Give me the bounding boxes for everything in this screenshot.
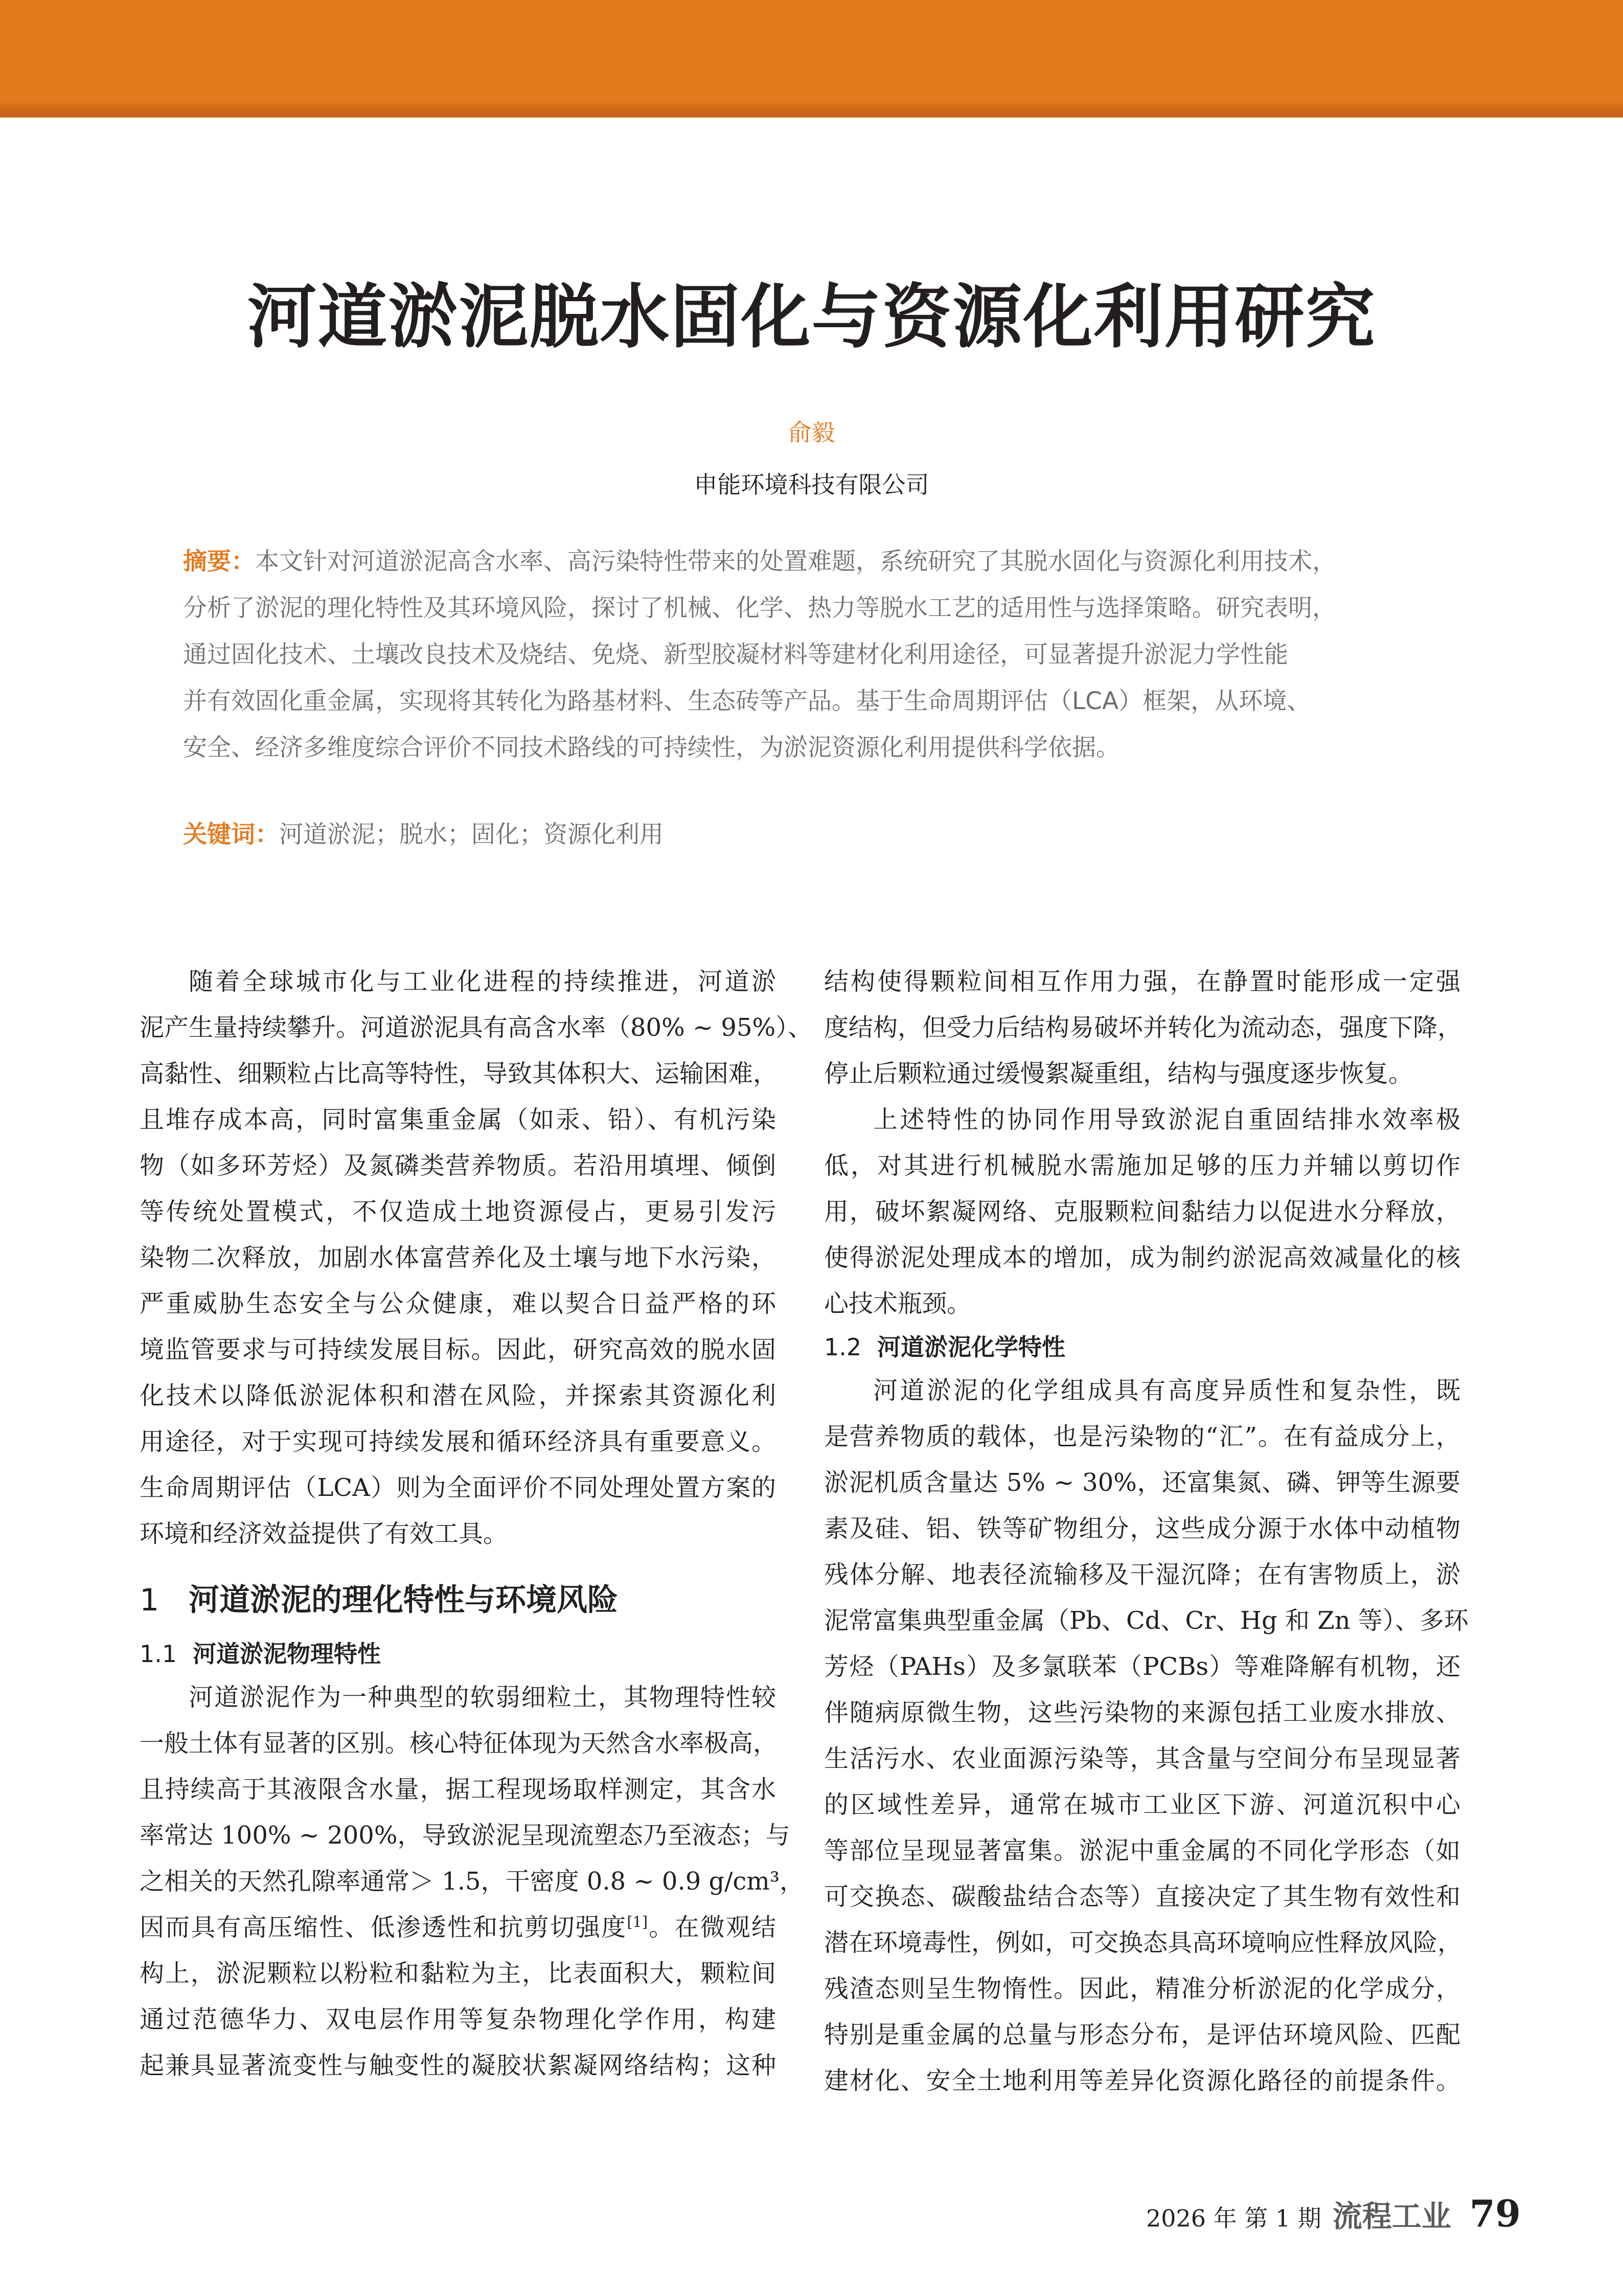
text-line: 且持续高于其液限含水量，据工程现场取样测定，其含水 — [140, 1775, 776, 1804]
text-line: 等传统处置模式，不仅造成土地资源侵占，更易引发污 — [140, 1197, 776, 1226]
text-line: 用途径，对于实现可持续发展和循环经济具有重要意义。 — [140, 1427, 776, 1456]
text-line: 特别是重金属的总量与形态分布，是评估环境风险、匹配 — [824, 2020, 1460, 2049]
text-line: 一般土体有显著的区别。核心特征体现为天然含水率极高， — [140, 1729, 778, 1758]
text-line: 素及硅、铝、铁等矿物组分，这些成分源于水体中动植物 — [824, 1514, 1460, 1543]
abstract — [183, 538, 1430, 771]
text-line: 率常达 100% ~ 200%，导致淤泥呈现流塑态乃至液态；与 — [140, 1821, 790, 1850]
text-line: 的区域性差异，通常在城市工业区下游、河道沉积中心 — [824, 1790, 1460, 1819]
author-name: 俞毅 — [788, 419, 835, 446]
abstract-line: 摘要：本文针对河道淤泥高含水率、高污染特性带来的处置难题，系统研究了其脱水固化与资源化利用技术， — [183, 548, 1336, 576]
continued-paragraph — [824, 959, 1460, 1097]
text-line: 环境和经济效益提供了有效工具。 — [140, 1519, 508, 1548]
text-line: 河道淤泥作为一种典型的软弱细粒土，其物理特性较 — [189, 1683, 776, 1712]
text-line: 河道淤泥的化学组成具有高度异质性和复杂性，既 — [873, 1376, 1460, 1405]
abstract-label: 摘要： — [183, 548, 255, 576]
text-line: 残体分解、地表径流输移及干湿沉降；在有害物质上，淤 — [824, 1560, 1460, 1589]
text-line: 结构使得颗粒间相互作用力强，在静置时能形成一定强 — [824, 967, 1460, 996]
abstract-line: 安全、经济多维度综合评价不同技术路线的可持续性，为淤泥资源化利用提供科学依据。 — [183, 734, 1120, 762]
section-1-2-paragraph — [824, 1368, 1469, 2104]
page-number: 79 — [1469, 2192, 1521, 2235]
text-line: 境监管要求与可持续发展目标。因此，研究高效的脱水固 — [140, 1335, 776, 1364]
text-line: 是营养物质的载体，也是污染物的“汇”。在有益成分上， — [824, 1422, 1460, 1451]
text-line: 泥产生量持续攀升。河道淤泥具有高含水率（80% ~ 95%）、 — [140, 1013, 813, 1042]
author-affiliation: 申能环境科技有限公司 — [694, 471, 929, 498]
text-line: 染物二次释放，加剧水体富营养化及土壤与地下水污染， — [140, 1243, 776, 1272]
text-line: 建材化、安全土地利用等差异化资源化路径的前提条件。 — [824, 2066, 1460, 2095]
issue-info: 2026 年 第 1 期 — [1146, 2204, 1321, 2232]
journal-name: 流程工业 — [1332, 2199, 1451, 2234]
text-line: 潜在环境毒性，例如，可交换态具高环境响应性释放风险， — [824, 1928, 1462, 1957]
text-line: 可交换态、碳酸盐结合态等）直接决定了其生物有效性和 — [824, 1882, 1460, 1911]
text-line: 上述特性的协同作用导致淤泥自重固结排水效率极 — [873, 1105, 1460, 1134]
text-line: 且堆存成本高，同时富集重金属（如汞、铅）、有机污染 — [140, 1105, 776, 1134]
text-line: 用，破坏絮凝网络、克服颗粒间黏结力以促进水分释放， — [824, 1197, 1460, 1226]
text-line: 低，对其进行机械脱水需施加足够的压力并辅以剪切作 — [824, 1151, 1460, 1180]
text-line: 心技术瓶颈。 — [824, 1289, 972, 1318]
text-line: 高黏性、细颗粒占比高等特性，导致其体积大、运输困难， — [140, 1059, 778, 1088]
text-line: 物（如多环芳烃）及氮磷类营养物质。若沿用填埋、倾倒 — [140, 1151, 776, 1180]
text-line: 芳烃（PAHs）及多氯联苯（PCBs）等难降解有机物，还 — [824, 1652, 1460, 1681]
text-line: 生命周期评估（LCA）则为全面评价不同处理处置方案的 — [140, 1473, 776, 1502]
section-heading-1: 1 河道淤泥的理化特性与环境风险 — [140, 1582, 618, 1618]
text-line: 构上，淤泥颗粒以粉粒和黏粒为主，比表面积大，颗粒间 — [140, 1959, 776, 1988]
section-heading-1-2: 1.2 河道淤泥化学特性 — [824, 1333, 1065, 1361]
text-line: 严重威胁生态安全与公众健康，难以契合日益严格的环 — [140, 1289, 776, 1318]
article-title: 河道淤泥脱水固化与资源化利用研究 — [247, 277, 1376, 358]
header-color-band — [0, 0, 1623, 118]
text-line: 使得淤泥处理成本的增加，成为制约淤泥高效减量化的核 — [824, 1243, 1460, 1272]
section-heading-1-1: 1.1 河道淤泥物理特性 — [140, 1640, 381, 1668]
text-line: 之相关的天然孔隙率通常＞ 1.5，干密度 0.8 ~ 0.9 g/cm³， — [140, 1867, 805, 1896]
text-line: 因而具有高压缩性、低渗透性和抗剪切强度[1]。在微观结 — [140, 1913, 776, 1942]
text-line: 停止后颗粒通过缓慢絮凝重组，结构与强度逐步恢复。 — [824, 1059, 1413, 1088]
right-column — [824, 959, 1469, 2104]
paragraph-2 — [824, 1097, 1460, 1327]
keywords-label: 关键词： — [183, 821, 279, 849]
text-line: 残渣态则呈生物惰性。因此，精准分析淤泥的化学成分， — [824, 1974, 1460, 2003]
text-line: 伴随病原微生物，这些污染物的来源包括工业废水排放、 — [824, 1698, 1460, 1727]
text-line: 等部位呈现显著富集。淤泥中重金属的不同化学形态（如 — [824, 1836, 1460, 1865]
left-column — [140, 959, 813, 2088]
text-line: 泥常富集典型重金属（Pb、Cd、Cr、Hg 和 Zn 等）、多环 — [824, 1606, 1469, 1635]
section-1-1-paragraph — [140, 1674, 805, 2088]
keywords-text: 河道淤泥；脱水；固化；资源化利用 — [279, 821, 664, 849]
citation-marker: [1] — [627, 1913, 648, 1930]
text-line: 化技术以降低淤泥体积和潜在风险，并探索其资源化利 — [140, 1381, 776, 1410]
intro-paragraph — [140, 959, 813, 1557]
abstract-line: 通过固化技术、土壤改良技术及烧结、免烧、新型胶凝材料等建材化利用途径，可显著提升淤泥力学性能 — [183, 641, 1288, 669]
page-footer — [1146, 2193, 1521, 2239]
text-line: 起兼具显著流变性与触变性的凝胶状絮凝网络结构；这种 — [140, 2051, 776, 2080]
abstract-line: 并有效固化重金属，实现将其转化为路基材料、生态砖等产品。基于生命周期评估（LCA）框架，从环境、 — [183, 687, 1311, 715]
abstract-line: 分析了淤泥的理化特性及其环境风险，探讨了机械、化学、热力等脱水工艺的适用性与选择策略。研究表明， — [183, 594, 1336, 622]
text-line: 淤泥机质含量达 5% ~ 30%，还富集氮、磷、钾等生源要 — [824, 1468, 1460, 1497]
text-line: 随着全球城市化与工业化进程的持续推进，河道淤 — [189, 967, 776, 996]
text-line: 生活污水、农业面源污染等，其含量与空间分布呈现显著 — [824, 1744, 1460, 1773]
text-line: 通过范德华力、双电层作用等复杂物理化学作用，构建 — [140, 2005, 776, 2034]
keywords — [183, 817, 664, 853]
text-line: 度结构，但受力后结构易破坏并转化为流动态，强度下降， — [824, 1013, 1462, 1042]
